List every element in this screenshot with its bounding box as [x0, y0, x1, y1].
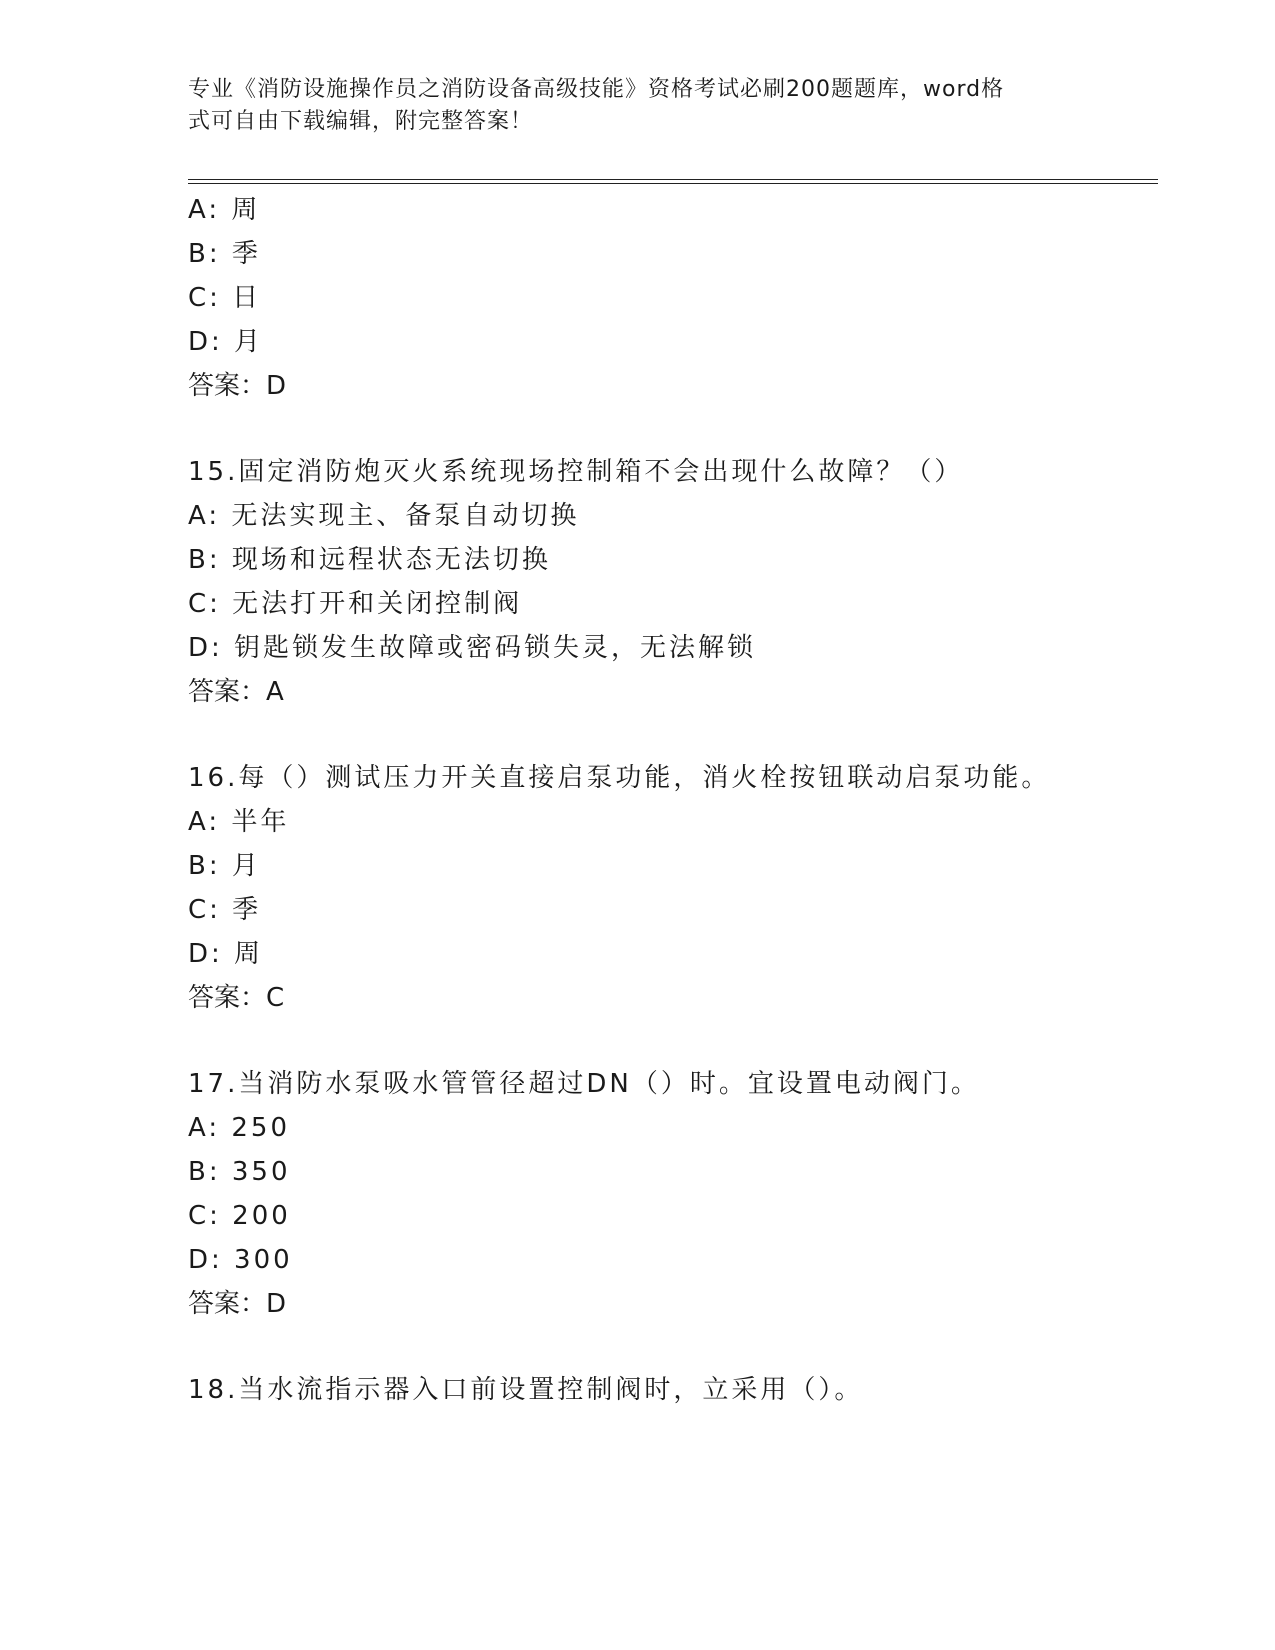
- q16-option-a: A: 半年: [188, 807, 290, 837]
- q14-answer: 答案：D: [188, 371, 287, 401]
- q14-option-d: D: 月: [188, 327, 264, 357]
- q17-option-d: D: 300: [188, 1245, 293, 1275]
- q17-option-a: A: 250: [188, 1113, 290, 1143]
- q15-option-a: A: 无法实现主、备泵自动切换: [188, 501, 580, 531]
- q18-stem: 18.当水流指示器入口前设置控制阀时，立采用（）。: [188, 1375, 864, 1405]
- q15-answer: 答案：A: [188, 677, 284, 707]
- q15-option-c: C: 无法打开和关闭控制阀: [188, 589, 523, 619]
- header-rule-bottom: [188, 183, 1158, 184]
- q16-option-b: B: 月: [188, 851, 261, 881]
- header-line-2: 式可自由下载编辑，附完整答案！: [188, 109, 534, 134]
- header-rule-top: [188, 179, 1158, 180]
- q15-stem: 15.固定消防炮灭火系统现场控制箱不会出现什么故障？（）: [188, 457, 964, 487]
- q15-option-b: B: 现场和远程状态无法切换: [188, 545, 551, 575]
- header-line-1: 专业《消防设施操作员之消防设备高级技能》资格考试必刷200题题库，word格: [188, 77, 1005, 102]
- q14-option-a: A: 周: [188, 195, 261, 225]
- q15-option-d: D: 钥匙锁发生故障或密码锁失灵，无法解锁: [188, 633, 757, 663]
- q17-option-c: C: 200: [188, 1201, 291, 1231]
- q16-option-d: D: 周: [188, 939, 264, 969]
- q16-option-c: C: 季: [188, 895, 262, 925]
- q14-option-c: C: 日: [188, 283, 262, 313]
- document-header: [188, 74, 1068, 138]
- q16-answer: 答案：C: [188, 983, 285, 1013]
- q14-option-b: B: 季: [188, 239, 261, 269]
- q17-option-b: B: 350: [188, 1157, 291, 1187]
- q16-stem: 16.每（）测试压力开关直接启泵功能，消火栓按钮联动启泵功能。: [188, 763, 1051, 793]
- q17-answer: 答案：D: [188, 1289, 287, 1319]
- q17-stem: 17.当消防水泵吸水管管径超过DN（）时。宜设置电动阀门。: [188, 1069, 980, 1099]
